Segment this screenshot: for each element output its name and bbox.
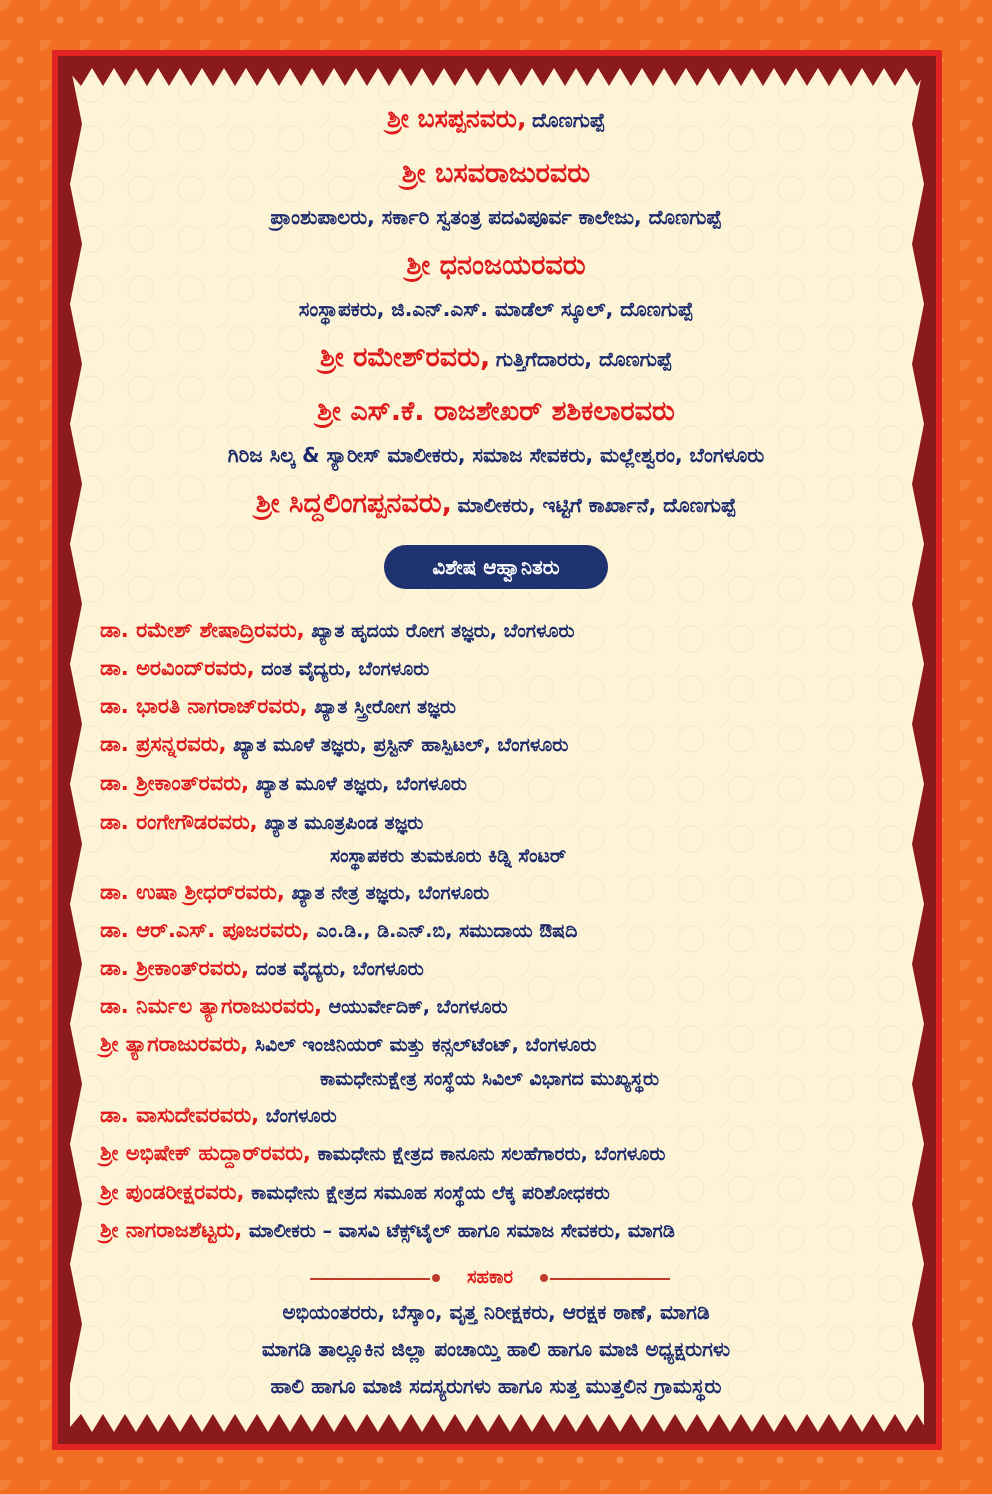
guest-row bbox=[100, 1103, 337, 1128]
patron-desc: ಮಾಲೀಕರು, ಇಟ್ಟಿಗೆ ಕಾರ್ಖಾನೆ, ದೊಣಗುಪ್ಪೆ bbox=[457, 493, 737, 517]
special-invitees-badge: ವಿಶೇಷ ಆಹ್ವಾನಿತರು bbox=[384, 545, 608, 589]
guest-row bbox=[100, 810, 423, 835]
guest-name: ಡಾ. ಉಷಾ ಶ್ರೀಧರ್‌ರವರು, bbox=[100, 880, 285, 904]
guest-desc: ಎಂ.ಡಿ., ಡಿ.ಎನ್.ಬಿ, ಸಮುದಾಯ ಔಷದಿ bbox=[316, 920, 578, 942]
guest-row bbox=[100, 771, 467, 796]
guest-desc: ಖ್ಯಾತ ಮೂಳೆ ತಜ್ಞರು, ಬೆಂಗಳೂರು bbox=[255, 773, 467, 795]
guest-name: ಶ್ರೀ ಅಭಿಷೇಕ್ ಹುದ್ದಾರ್‌ರವರು, bbox=[100, 1141, 311, 1165]
patron-line-1 bbox=[0, 104, 992, 134]
divider-rule-right bbox=[550, 1278, 670, 1280]
sahakara-divider bbox=[300, 1266, 680, 1292]
patron-name: ಶ್ರೀ ಸಿದ್ದಲಿಂಗಪ್ಪನವರು, bbox=[255, 488, 452, 519]
guest-desc-continued: ಕಾಮಧೇನುಕ್ಷೇತ್ರ ಸಂಸ್ಥೆಯ ಸಿವಿಲ್ ವಿಭಾಗದ ಮುಖ್ಯಸ್ಥರು bbox=[320, 1068, 660, 1090]
guest-row bbox=[100, 880, 489, 905]
guest-row bbox=[100, 694, 456, 719]
guest-desc: ದಂತ ವೈದ್ಯರು, ಬೆಂಗಳೂರು bbox=[261, 658, 430, 680]
guest-row bbox=[100, 618, 575, 643]
guest-row bbox=[100, 656, 429, 681]
guest-desc: ಖ್ಯಾತ ಸ್ತ್ರೀರೋಗ ತಜ್ಞರು bbox=[314, 696, 456, 718]
guest-desc: ಖ್ಯಾತ ಹೃದಯ ರೋಗ ತಜ್ಞರು, ಬೆಂಗಳೂರು bbox=[311, 620, 575, 642]
guest-desc: ಆಯುರ್ವೇದಿಕ್, ಬೆಂಗಳೂರು bbox=[328, 996, 508, 1018]
patron-name: ಶ್ರೀ ಎಸ್.ಕೆ. ರಾಜಶೇಖರ್ ಶಶಿಕಲಾರವರು bbox=[317, 396, 675, 427]
patron-line-9 bbox=[0, 488, 992, 520]
guest-name: ಡಾ. ವಾಸುದೇವರವರು, bbox=[100, 1103, 260, 1127]
patron-desc: ಗಿರಿಜ ಸಿಲ್ಕ & ಸ್ಯಾರೀಸ್ ಮಾಲೀಕರು, ಸಮಾಜ ಸೇವಕರು, ಮಲ್ಲೇಶ್ವರಂ, ಬೆಂಗಳೂರು bbox=[227, 443, 765, 467]
guest-row bbox=[100, 956, 424, 981]
guest-name: ಡಾ. ನಿರ್ಮಲ ತ್ಯಾಗರಾಜುರವರು, bbox=[100, 994, 322, 1018]
guest-row bbox=[100, 732, 568, 757]
guest-desc: ಬೆಂಗಳೂರು bbox=[265, 1105, 337, 1127]
guest-name: ಡಾ. ಆರ್.ಎಸ್. ಪೂಜರವರು, bbox=[100, 918, 310, 942]
guest-desc: ಸಿವಿಲ್ ಇಂಜಿನಿಯರ್ ಮತ್ತು ಕನ್ಸಲ್‌ಟೆಂಟ್, ಬೆಂಗಳೂರು bbox=[254, 1034, 597, 1056]
guest-name: ಡಾ. ಪ್ರಸನ್ನರವರು, bbox=[100, 732, 227, 756]
sahakara-line: ಅಭಿಯಂತರರು, ಬೆಸ್ಕಾಂ, ವೃತ್ತ ನಿರೀಕ್ಷಕರು, ಆರಕ್ಷಕ ಠಾಣೆ, ಮಾಗಡಿ bbox=[282, 1300, 710, 1324]
patron-desc: ಗುತ್ತಿಗೆದಾರರು, ದೊಣಗುಪ್ಪೆ bbox=[495, 347, 672, 371]
patron-name: ಶ್ರೀ ಧನಂಜಯರವರು bbox=[406, 250, 586, 281]
sahakara-line: ಹಾಲಿ ಹಾಗೂ ಮಾಜಿ ಸದಸ್ಯರುಗಳು ಹಾಗೂ ಸುತ್ತ ಮುತ್ತಲಿನ ಗ್ರಾಮಸ್ಥರು bbox=[270, 1374, 722, 1398]
guest-name: ಶ್ರೀ ತ್ಯಾಗರಾಜುರವರು, bbox=[100, 1032, 249, 1056]
guest-name: ಶ್ರೀ ನಾಗರಾಜಶೆಟ್ಟರು, bbox=[100, 1218, 243, 1242]
guest-desc: ದಂತ ವೈದ್ಯರು, ಬೆಂಗಳೂರು bbox=[255, 958, 424, 980]
guest-desc: ಕಾಮಧೇನು ಕ್ಷೇತ್ರದ ಕಾನೂನು ಸಲಹೆಗಾರರು, ಬೆಂಗಳೂರು bbox=[317, 1143, 666, 1165]
guest-desc: ಖ್ಯಾತ ಮೂಳೆ ತಜ್ಞರು, ಪ್ರಸ್ಟಿನ್ ಹಾಸ್ಪಿಟಲ್, ಬೆಂಗಳೂರು bbox=[233, 734, 569, 756]
guest-name: ಡಾ. ರಂಗೇಗೌಡರವರು, bbox=[100, 810, 258, 834]
guest-name: ಡಾ. ಶ್ರೀಕಾಂತ್‌ರವರು, bbox=[100, 956, 250, 980]
guest-desc-continued: ಸಂಸ್ಥಾಪಕರು ತುಮಕೂರು ಕಿಡ್ನಿ ಸೆಂಟರ್ bbox=[330, 845, 567, 867]
guest-row bbox=[100, 1218, 675, 1243]
guest-row bbox=[100, 918, 577, 943]
sahakara-heading: ಸಹಕಾರ bbox=[466, 1267, 513, 1288]
divider-dot-right bbox=[540, 1274, 548, 1282]
guest-row bbox=[100, 994, 508, 1019]
guest-desc: ಖ್ಯಾತ ಮೂತ್ರಪಿಂಡ ತಜ್ಞರು bbox=[264, 812, 424, 834]
patron-desc: ಸಂಸ್ಥಾಪಕರು, ಜಿ.ಎನ್.ಎಸ್. ಮಾಡೆಲ್ ಸ್ಕೂಲ್, ದೊಣಗುಪ್ಪೆ bbox=[298, 297, 694, 321]
guest-desc: ಕಾಮಧೇನು ಕ್ಷೇತ್ರದ ಸಮೂಹ ಸಂಸ್ಥೆಯ ಲೆಕ್ಕ ಪರಿಶೋಧಕರು bbox=[251, 1182, 610, 1204]
sahakara-line: ಮಾಗಡಿ ತಾಲ್ಲೂಕಿನ ಜಿಲ್ಲಾ ಪಂಚಾಯ್ತಿ ಹಾಲಿ ಹಾಗೂ ಮಾಜಿ ಅಧ್ಯಕ್ಷರುಗಳು bbox=[261, 1337, 731, 1361]
guest-row bbox=[100, 1180, 610, 1205]
guest-name: ಡಾ. ಶ್ರೀಕಾಂತ್‌ರವರು, bbox=[100, 771, 250, 795]
patron-line-6 bbox=[0, 342, 992, 374]
patron-desc: ಪ್ರಾಂಶುಪಾಲರು, ಸರ್ಕಾರಿ ಸ್ವತಂತ್ರ ಪದವಿಪೂರ್ವ ಕಾಲೇಜು, ದೊಣಗುಪ್ಪೆ bbox=[270, 205, 722, 229]
guest-name: ಡಾ. ಭಾರತಿ ನಾಗರಾಜ್‌ರವರು, bbox=[100, 694, 308, 718]
guest-desc: ಮಾಲೀಕರು – ವಾಸವಿ ಟೆಕ್ಸ್‌ಟೈಲ್ ಹಾಗೂ ಸಮಾಜ ಸೇವಕರು, ಮಾಗಡಿ bbox=[248, 1220, 675, 1242]
patron-name: ಶ್ರೀ ರಮೇಶ್‌ರವರು, bbox=[319, 342, 491, 373]
patron-name: ಶ್ರೀ ಬಸಪ್ಪನವರು, bbox=[386, 104, 527, 133]
guest-row bbox=[100, 1141, 665, 1166]
guest-name: ಶ್ರೀ ಪುಂಡರೀಕ್ಷರವರು, bbox=[100, 1180, 245, 1204]
guest-row bbox=[100, 1032, 596, 1057]
guest-name: ಡಾ. ಅರವಿಂದ್‌ರವರು, bbox=[100, 656, 255, 680]
patron-name: ಶ್ರೀ ಬಸವರಾಜುರವರು bbox=[401, 158, 591, 189]
guest-name: ಡಾ. ರಮೇಶ್ ಶೇಷಾದ್ರಿರವರು, bbox=[100, 618, 305, 642]
patron-desc: ದೊಣಗುಪ್ಪೆ bbox=[532, 108, 606, 132]
guest-desc: ಖ್ಯಾತ ನೇತ್ರ ತಜ್ಞರು, ಬೆಂಗಳೂರು bbox=[291, 882, 490, 904]
